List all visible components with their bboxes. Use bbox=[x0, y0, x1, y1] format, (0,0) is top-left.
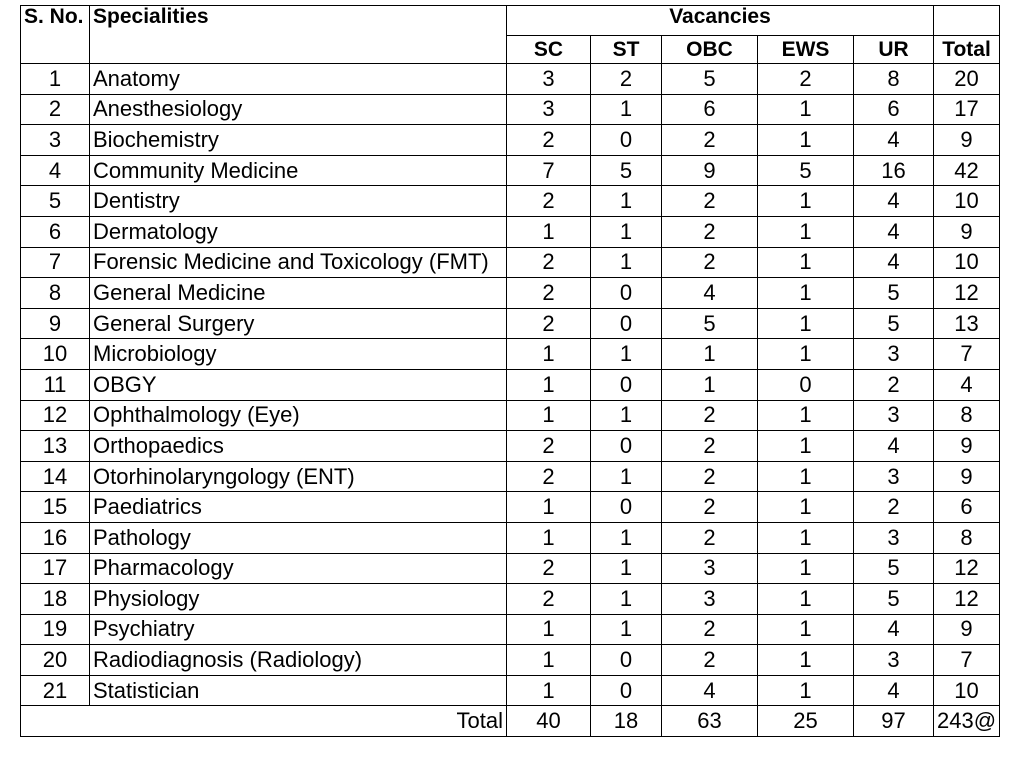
cell-speciality: Radiodiagnosis (Radiology) bbox=[90, 645, 507, 676]
cell-ews: 1 bbox=[758, 186, 854, 217]
cell-ews: 1 bbox=[758, 400, 854, 431]
cell-sno: 7 bbox=[21, 247, 90, 278]
cell-sno: 8 bbox=[21, 278, 90, 309]
header-sno: S. No. bbox=[21, 6, 90, 64]
cell-obc: 5 bbox=[662, 64, 758, 95]
cell-total: 12 bbox=[934, 278, 1000, 309]
cell-st: 0 bbox=[591, 278, 662, 309]
cell-ur: 4 bbox=[854, 431, 934, 462]
cell-obc: 2 bbox=[662, 186, 758, 217]
cell-ews: 1 bbox=[758, 278, 854, 309]
table-row bbox=[21, 247, 1000, 278]
cell-sno: 6 bbox=[21, 216, 90, 247]
table-row bbox=[21, 339, 1000, 370]
cell-st: 1 bbox=[591, 400, 662, 431]
cell-ur: 3 bbox=[854, 522, 934, 553]
cell-sno: 5 bbox=[21, 186, 90, 217]
table-row bbox=[21, 492, 1000, 523]
cell-speciality: Dentistry bbox=[90, 186, 507, 217]
cell-st: 1 bbox=[591, 522, 662, 553]
cell-obc: 2 bbox=[662, 216, 758, 247]
cell-sno: 4 bbox=[21, 155, 90, 186]
cell-obc: 2 bbox=[662, 614, 758, 645]
table-row bbox=[21, 155, 1000, 186]
cell-ur: 4 bbox=[854, 125, 934, 156]
table-row bbox=[21, 64, 1000, 95]
cell-st: 1 bbox=[591, 461, 662, 492]
cell-speciality: Community Medicine bbox=[90, 155, 507, 186]
cell-sc: 2 bbox=[507, 553, 591, 584]
table-row bbox=[21, 369, 1000, 400]
header-specialities: Specialities bbox=[90, 6, 507, 64]
cell-sc: 2 bbox=[507, 278, 591, 309]
cell-sno: 20 bbox=[21, 645, 90, 676]
cell-sno: 10 bbox=[21, 339, 90, 370]
header-row-main bbox=[21, 6, 1000, 36]
cell-ur: 16 bbox=[854, 155, 934, 186]
cell-obc: 2 bbox=[662, 492, 758, 523]
cell-sc: 7 bbox=[507, 155, 591, 186]
cell-speciality: Dermatology bbox=[90, 216, 507, 247]
cell-sc: 2 bbox=[507, 461, 591, 492]
header-total-blank bbox=[934, 6, 1000, 36]
cell-sno: 1 bbox=[21, 64, 90, 95]
cell-st: 1 bbox=[591, 186, 662, 217]
cell-ews: 0 bbox=[758, 369, 854, 400]
cell-st: 1 bbox=[591, 94, 662, 125]
cell-obc: 4 bbox=[662, 278, 758, 309]
cell-ews: 2 bbox=[758, 64, 854, 95]
cell-sno: 11 bbox=[21, 369, 90, 400]
cell-obc: 2 bbox=[662, 461, 758, 492]
cell-ews: 1 bbox=[758, 431, 854, 462]
cell-total: 4 bbox=[934, 369, 1000, 400]
cell-ur: 5 bbox=[854, 278, 934, 309]
cell-total: 7 bbox=[934, 645, 1000, 676]
table-row bbox=[21, 461, 1000, 492]
total-grand: 243@ bbox=[934, 706, 1000, 737]
cell-sno: 17 bbox=[21, 553, 90, 584]
table-row bbox=[21, 125, 1000, 156]
cell-total: 8 bbox=[934, 522, 1000, 553]
cell-ur: 8 bbox=[854, 64, 934, 95]
cell-speciality: General Surgery bbox=[90, 308, 507, 339]
cell-sc: 3 bbox=[507, 64, 591, 95]
cell-speciality: Microbiology bbox=[90, 339, 507, 370]
cell-total: 10 bbox=[934, 675, 1000, 706]
cell-total: 9 bbox=[934, 614, 1000, 645]
header-ur: UR bbox=[854, 36, 934, 64]
table-row bbox=[21, 431, 1000, 462]
cell-speciality: Ophthalmology (Eye) bbox=[90, 400, 507, 431]
cell-st: 1 bbox=[591, 339, 662, 370]
cell-ur: 4 bbox=[854, 186, 934, 217]
cell-ur: 5 bbox=[854, 553, 934, 584]
table-row bbox=[21, 400, 1000, 431]
cell-speciality: OBGY bbox=[90, 369, 507, 400]
total-ews: 25 bbox=[758, 706, 854, 737]
cell-total: 9 bbox=[934, 125, 1000, 156]
cell-obc: 9 bbox=[662, 155, 758, 186]
cell-st: 5 bbox=[591, 155, 662, 186]
cell-ews: 1 bbox=[758, 94, 854, 125]
cell-sno: 13 bbox=[21, 431, 90, 462]
cell-sno: 15 bbox=[21, 492, 90, 523]
cell-sc: 1 bbox=[507, 216, 591, 247]
cell-sc: 1 bbox=[507, 339, 591, 370]
cell-ur: 4 bbox=[854, 675, 934, 706]
total-ur: 97 bbox=[854, 706, 934, 737]
cell-total: 8 bbox=[934, 400, 1000, 431]
cell-st: 1 bbox=[591, 553, 662, 584]
cell-sc: 1 bbox=[507, 400, 591, 431]
table-row bbox=[21, 645, 1000, 676]
header-total: Total bbox=[934, 36, 1000, 64]
table-row bbox=[21, 584, 1000, 615]
cell-ur: 2 bbox=[854, 492, 934, 523]
table-row bbox=[21, 216, 1000, 247]
cell-ews: 1 bbox=[758, 522, 854, 553]
cell-st: 1 bbox=[591, 247, 662, 278]
table-row bbox=[21, 614, 1000, 645]
cell-sno: 21 bbox=[21, 675, 90, 706]
cell-speciality: Orthopaedics bbox=[90, 431, 507, 462]
cell-sno: 19 bbox=[21, 614, 90, 645]
cell-speciality: Otorhinolaryngology (ENT) bbox=[90, 461, 507, 492]
table-row bbox=[21, 278, 1000, 309]
totals-row bbox=[21, 706, 1000, 737]
cell-sc: 1 bbox=[507, 492, 591, 523]
cell-ur: 3 bbox=[854, 645, 934, 676]
cell-total: 9 bbox=[934, 431, 1000, 462]
cell-sno: 14 bbox=[21, 461, 90, 492]
cell-obc: 2 bbox=[662, 247, 758, 278]
cell-sc: 2 bbox=[507, 247, 591, 278]
header-vacancies: Vacancies bbox=[507, 6, 934, 36]
cell-ews: 1 bbox=[758, 675, 854, 706]
total-sc: 40 bbox=[507, 706, 591, 737]
table-row bbox=[21, 308, 1000, 339]
cell-sc: 2 bbox=[507, 186, 591, 217]
cell-sc: 2 bbox=[507, 125, 591, 156]
cell-obc: 2 bbox=[662, 522, 758, 553]
cell-sc: 1 bbox=[507, 645, 591, 676]
header-sc: SC bbox=[507, 36, 591, 64]
cell-ews: 1 bbox=[758, 125, 854, 156]
cell-speciality: Forensic Medicine and Toxicology (FMT) bbox=[90, 247, 507, 278]
cell-total: 6 bbox=[934, 492, 1000, 523]
cell-ur: 4 bbox=[854, 247, 934, 278]
cell-sno: 18 bbox=[21, 584, 90, 615]
cell-ews: 5 bbox=[758, 155, 854, 186]
cell-ews: 1 bbox=[758, 216, 854, 247]
cell-st: 1 bbox=[591, 216, 662, 247]
vacancy-table bbox=[20, 5, 1000, 737]
cell-obc: 2 bbox=[662, 645, 758, 676]
table-row bbox=[21, 94, 1000, 125]
cell-total: 13 bbox=[934, 308, 1000, 339]
header-obc: OBC bbox=[662, 36, 758, 64]
cell-ur: 4 bbox=[854, 614, 934, 645]
cell-ur: 3 bbox=[854, 461, 934, 492]
cell-sc: 2 bbox=[507, 308, 591, 339]
cell-speciality: Pharmacology bbox=[90, 553, 507, 584]
cell-st: 0 bbox=[591, 645, 662, 676]
cell-speciality: Anatomy bbox=[90, 64, 507, 95]
cell-sc: 2 bbox=[507, 431, 591, 462]
cell-ews: 1 bbox=[758, 247, 854, 278]
cell-sc: 1 bbox=[507, 522, 591, 553]
cell-ur: 3 bbox=[854, 339, 934, 370]
cell-total: 9 bbox=[934, 461, 1000, 492]
cell-sc: 3 bbox=[507, 94, 591, 125]
cell-ews: 1 bbox=[758, 584, 854, 615]
cell-obc: 1 bbox=[662, 339, 758, 370]
cell-st: 0 bbox=[591, 675, 662, 706]
cell-obc: 2 bbox=[662, 125, 758, 156]
table-row bbox=[21, 522, 1000, 553]
cell-ur: 4 bbox=[854, 216, 934, 247]
cell-total: 42 bbox=[934, 155, 1000, 186]
cell-speciality: Biochemistry bbox=[90, 125, 507, 156]
cell-total: 10 bbox=[934, 186, 1000, 217]
header-ews: EWS bbox=[758, 36, 854, 64]
table-row bbox=[21, 675, 1000, 706]
totals-label: Total bbox=[21, 706, 507, 737]
table-row bbox=[21, 553, 1000, 584]
cell-total: 12 bbox=[934, 553, 1000, 584]
cell-total: 12 bbox=[934, 584, 1000, 615]
cell-speciality: Anesthesiology bbox=[90, 94, 507, 125]
cell-ur: 5 bbox=[854, 584, 934, 615]
cell-ews: 1 bbox=[758, 614, 854, 645]
cell-total: 20 bbox=[934, 64, 1000, 95]
cell-ur: 6 bbox=[854, 94, 934, 125]
cell-sno: 3 bbox=[21, 125, 90, 156]
cell-obc: 2 bbox=[662, 400, 758, 431]
cell-obc: 4 bbox=[662, 675, 758, 706]
cell-speciality: Psychiatry bbox=[90, 614, 507, 645]
cell-st: 1 bbox=[591, 584, 662, 615]
cell-speciality: Paediatrics bbox=[90, 492, 507, 523]
cell-ews: 1 bbox=[758, 461, 854, 492]
header-st: ST bbox=[591, 36, 662, 64]
cell-total: 10 bbox=[934, 247, 1000, 278]
cell-obc: 1 bbox=[662, 369, 758, 400]
total-obc: 63 bbox=[662, 706, 758, 737]
cell-ews: 1 bbox=[758, 492, 854, 523]
cell-sno: 2 bbox=[21, 94, 90, 125]
cell-sc: 1 bbox=[507, 614, 591, 645]
cell-speciality: Statistician bbox=[90, 675, 507, 706]
cell-ews: 1 bbox=[758, 339, 854, 370]
cell-ur: 5 bbox=[854, 308, 934, 339]
cell-sno: 9 bbox=[21, 308, 90, 339]
cell-st: 1 bbox=[591, 614, 662, 645]
cell-total: 9 bbox=[934, 216, 1000, 247]
cell-ur: 2 bbox=[854, 369, 934, 400]
table-body bbox=[21, 64, 1000, 737]
cell-sno: 16 bbox=[21, 522, 90, 553]
cell-obc: 6 bbox=[662, 94, 758, 125]
cell-ews: 1 bbox=[758, 645, 854, 676]
cell-sc: 1 bbox=[507, 369, 591, 400]
cell-speciality: General Medicine bbox=[90, 278, 507, 309]
cell-ews: 1 bbox=[758, 553, 854, 584]
cell-st: 2 bbox=[591, 64, 662, 95]
cell-st: 0 bbox=[591, 431, 662, 462]
cell-st: 0 bbox=[591, 308, 662, 339]
cell-obc: 2 bbox=[662, 431, 758, 462]
cell-st: 0 bbox=[591, 125, 662, 156]
cell-total: 7 bbox=[934, 339, 1000, 370]
cell-speciality: Pathology bbox=[90, 522, 507, 553]
cell-sno: 12 bbox=[21, 400, 90, 431]
cell-ur: 3 bbox=[854, 400, 934, 431]
cell-obc: 3 bbox=[662, 584, 758, 615]
cell-st: 0 bbox=[591, 492, 662, 523]
cell-speciality: Physiology bbox=[90, 584, 507, 615]
cell-ews: 1 bbox=[758, 308, 854, 339]
table-row bbox=[21, 186, 1000, 217]
cell-total: 17 bbox=[934, 94, 1000, 125]
cell-obc: 5 bbox=[662, 308, 758, 339]
total-st: 18 bbox=[591, 706, 662, 737]
cell-obc: 3 bbox=[662, 553, 758, 584]
cell-sc: 1 bbox=[507, 675, 591, 706]
cell-sc: 2 bbox=[507, 584, 591, 615]
cell-st: 0 bbox=[591, 369, 662, 400]
